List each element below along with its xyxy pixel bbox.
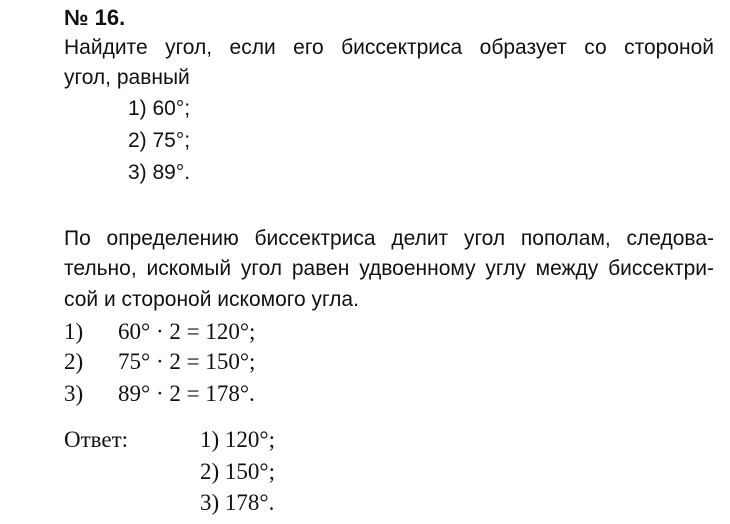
solution-line-2: тельно, искомый угол равен удвоенному углу между биссектри-: [64, 257, 714, 280]
question-line-1: Найдите угол, если его биссектриса образует со стороной: [64, 36, 714, 59]
option-3: 3) 89°.: [128, 161, 191, 184]
solution-line-3: сой и стороной искомого угла.: [64, 288, 359, 311]
step-number: 3): [64, 381, 84, 406]
answer-item-3: 3) 178°.: [200, 490, 275, 515]
step-expression: 75° · 2 = 150°;: [118, 349, 256, 374]
problem-number: № 16.: [64, 5, 126, 30]
answer-item-2: 2) 150°;: [200, 459, 275, 484]
question-line-2: угол, равный: [64, 66, 190, 89]
answer-label: Ответ:: [64, 427, 129, 452]
option-1: 1) 60°;: [128, 97, 191, 120]
option-2: 2) 75°;: [128, 129, 191, 152]
answer-item-1: 1) 120°;: [200, 427, 275, 452]
step-number: 1): [64, 319, 84, 344]
step-number: 2): [64, 349, 84, 374]
step-expression: 60° · 2 = 120°;: [118, 319, 256, 344]
solution-line-1: По определению биссектриса делит угол пополам, следова-: [64, 227, 714, 250]
step-expression: 89° · 2 = 178°.: [118, 381, 255, 406]
